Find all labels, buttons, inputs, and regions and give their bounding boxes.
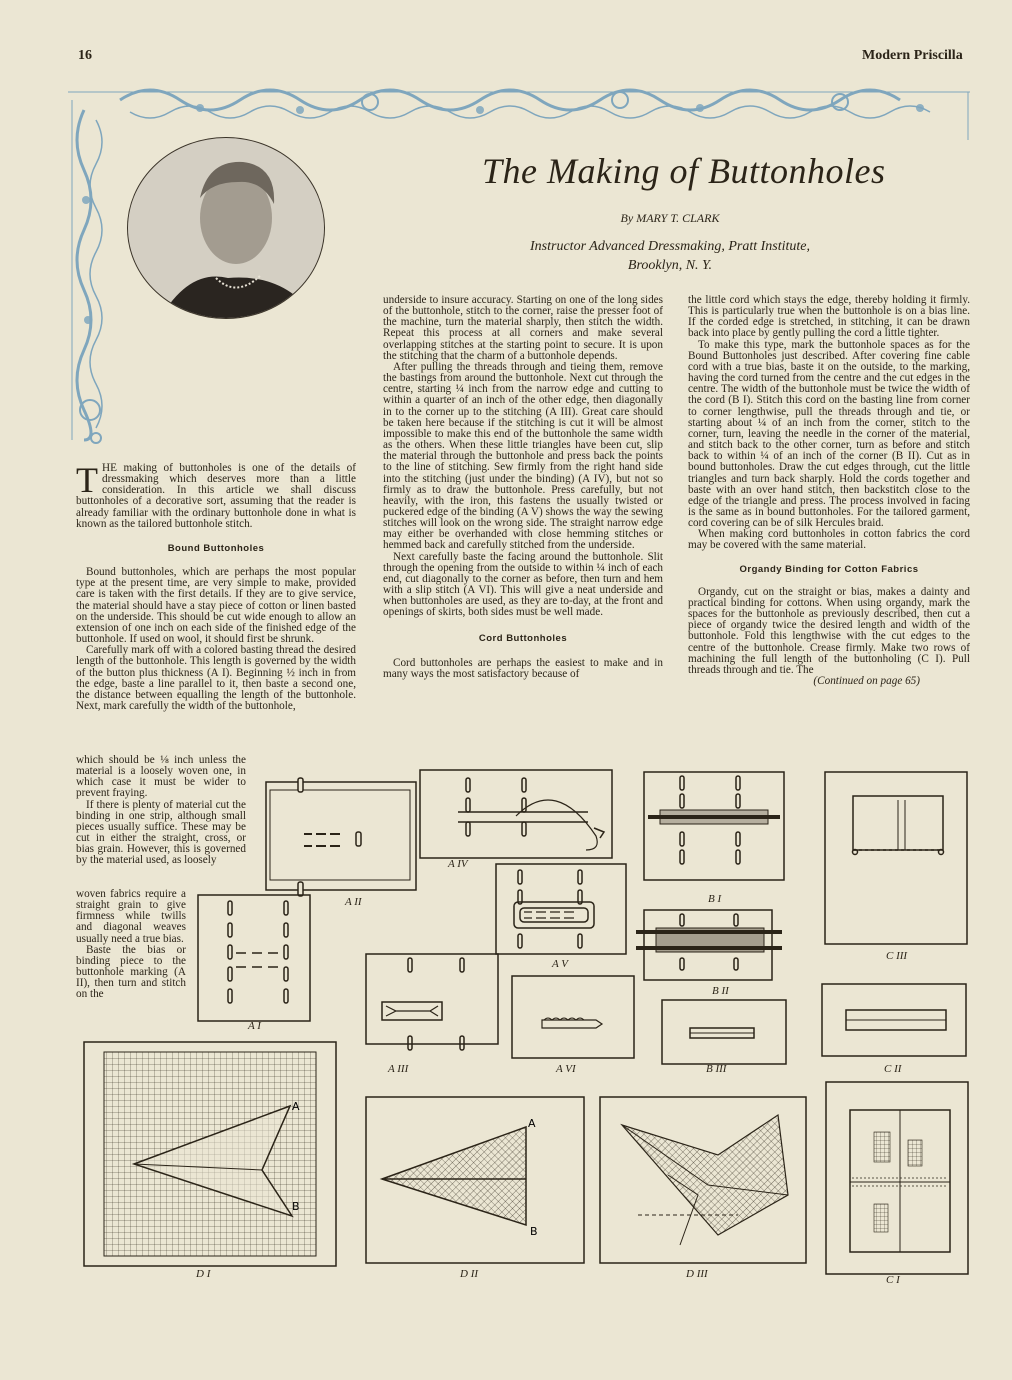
paragraph: When making cord buttonholes in cotton fabrics the cord may be covered with the same material. (688, 528, 970, 552)
column-1-continued (76, 755, 246, 867)
paragraph: Cord buttonholes are perhaps the easiest to make and in many ways the most satisfactory because of (383, 656, 663, 680)
magazine-name: Modern Priscilla (862, 48, 963, 63)
column-1-narrow (76, 889, 186, 1001)
column-3 (688, 295, 970, 687)
paragraph: After pulling the threads through and tieing them, remove the bastings from around the buttonhole. Next cut through the centre, starting ¼ inch from the narrow edge and cutting to within a quarter of an inch of the other edge, then diagonally in to the corner up to the stitching (A III). Great care should be taken here because if the stitching is cut it will be almost impossible to make this end of the buttonhole the same width as the others. When these little triangles have been cut, slip the material through the buttonhole and press back the points to the line of stitching. Sew firmly from the right hand side into the stitching (just under the binding) (A IV), but not so firmly as to draw the buttonhole. Press carefully, but not heavily, with the iron, this fastens the usually twisted or puckered edge of the binding (A V) shows the way the sewing stitches will look on the wrong side. The straight narrow edge may either be overhanded with close hemming stitches or hemmed back and carefully stitched from the underside. (383, 360, 663, 552)
paragraph: underside to insure accuracy. Starting on one of the long sides of the buttonhole, stitch to the corner, raise the presser foot of the machine, turn the material sharply, then stitch the width. Repeat this process at all corners and make several overlapping stitches at the starting point to secure. It is upon the stitching that the charm of a buttonhole depends. (383, 294, 663, 362)
caption-a5: A V (552, 958, 568, 970)
paragraph: If there is plenty of material cut the binding in one strip, although small pieces usually suffice. These may be cut in either the straight, cross, or bias grain. However, this is governed by the material used, as loosely (76, 798, 246, 867)
intro-paragraph: THE making of buttonholes is one of the details of dressmaking which deserves more than a little consideration. In this article we shall discuss buttonholes of a decorative sort, assuming that the reader is already familiar with the ordinary buttonhole done in what is known as the tailored buttonhole stitch. (76, 460, 356, 530)
caption-a1: A I (248, 1020, 261, 1032)
institution-line-1: Instructor Advanced Dressmaking, Pratt Institute, (530, 239, 810, 254)
paragraph: Bound buttonholes, which are perhaps the most popular type at the present time, are very simple to make, provided care is taken with the first details. If they are to give service, the material should have a stay piece of cotton or linen basted on the underside. This should be cut wide enough to allow an extension of one inch on each side of the finished edge of the buttonhole. If used on wool, it should first be shrunk. (76, 566, 356, 646)
figure-a2 (264, 780, 424, 900)
paragraph: To make this type, mark the buttonhole spaces as for the Bound Buttonholes just described. After covering fine cable cord with a true bias, baste it on the outside, to the marking, having the cord turned from the centre and the cut edges in the centre. The width of the buttonhole must be twice the width of the cord (B I). Stitch this cord on the basting line from corner to corner lengthwise, pull the threads through and tie, or starting about ¼ of an inch from the corner, stitch to the corner, turn, leaving the needle in the corner of the material, and stitch back to the other corner, turn as before and stitch back to within ¼ of an inch of the corner (B II). Cut as in bound buttonholes. Draw the cut edges through, cut the little triangles and turn back sharply. Hold the cords together and baste with an over hand stitch, then backstitch close to the edge of the triangle and press. The process involved in facing is the same as in bound buttonholes. For the tailored garment, cord covering can be of silk Hercules braid. (688, 338, 970, 530)
figure-b2 (634, 908, 784, 988)
point-a-label: A (528, 1117, 536, 1130)
caption-b3: B III (706, 1063, 727, 1075)
figure-d1 (82, 1040, 342, 1272)
page-number: 16 (78, 48, 92, 63)
caption-a6: A VI (556, 1063, 576, 1075)
caption-c3: C III (886, 950, 908, 962)
drop-cap: T (76, 460, 98, 500)
caption-b2: B II (712, 985, 729, 997)
figure-b1 (642, 770, 792, 890)
caption-d3: D III (686, 1268, 708, 1280)
caption-d1: D I (196, 1268, 211, 1280)
figure-a6 (510, 974, 640, 1064)
article-title: The Making of Buttonholes (482, 151, 886, 191)
subhead-organdy-binding: Organdy Binding for Cotton Fabrics (739, 563, 919, 575)
figure-a3 (364, 952, 504, 1052)
figure-a1 (196, 893, 316, 1028)
paragraph: which should be ⅛ inch unless the material is a loosely woven one, in which case it must be wider to prevent fraying. (76, 754, 246, 800)
point-a-label: A (292, 1100, 300, 1113)
author-portrait (128, 138, 328, 322)
subhead-bound-buttonholes: Bound Buttonholes (167, 542, 265, 554)
caption-a4: A IV (448, 858, 468, 870)
figure-c3 (823, 770, 973, 950)
paragraph: Carefully mark off with a colored basting thread the desired length of the buttonhole. This length is governed by the width of the button plus thickness (A I). Beginning ½ inch in from the edge, baste a line parallel to it, then baste a second one, the distance between equalling the length of the buttonhole. Next, mark carefully the width of the buttonhole, (76, 644, 356, 712)
figure-a5 (494, 862, 634, 962)
figure-c2 (820, 982, 970, 1062)
caption-a2: A II (345, 896, 362, 908)
point-b-label: B (292, 1200, 300, 1213)
paragraph: Next carefully baste the facing around the buttonhole. Slit through the opening from the outside to within ¼ inch of each end, cut diagonally to the corner as before, then turn and hem with a slip stitch (A VI). This will give a neat underside and when buttonholes are used, as they are to-day, at the front and openings of skirts, both sides must be well made. (383, 550, 663, 619)
paragraph: woven fabrics require a straight grain to give firmness while twills and diagonal weaves usually need a true bias. (76, 888, 186, 945)
caption-d2: D II (460, 1268, 479, 1280)
column-2 (383, 295, 663, 680)
institution-line-2: Brooklyn, N. Y. (627, 258, 713, 273)
figure-d3 (598, 1095, 810, 1269)
figure-a4 (418, 768, 618, 868)
caption-b1: B I (708, 893, 722, 905)
caption-a3: A III (388, 1063, 409, 1075)
paragraph: Baste the bias or binding piece to the buttonhole marking (A II), then turn and stitch on the (76, 943, 186, 1001)
caption-c2: C II (884, 1063, 902, 1075)
figure-c1 (824, 1080, 974, 1276)
continued-note: (Continued on page 65) (813, 675, 920, 687)
byline: By MARY T. CLARK (620, 211, 720, 225)
paragraph: the little cord which stays the edge, thereby holding it firmly. This is particularly true when the buttonhole is on a bias line. If the corded edge is stretched, in stitching, it can be drawn back into place by gently pulling the cord a little tighter. (688, 294, 970, 340)
column-1 (76, 460, 356, 712)
subhead-cord-buttonholes: Cord Buttonholes (478, 632, 568, 644)
caption-c1: C I (886, 1274, 900, 1286)
figure-d2 (364, 1095, 588, 1269)
paragraph: Organdy, cut on the straight or bias, makes a dainty and practical binding for cottons. When using organdy, mark the spaces for the buttonhole as previously described, then cut a piece of organdy twice the desired length and width of the buttonhole. Fold this lengthwise with the cut edges to the centre of the buttonhole. Crease firmly. Make two rows of machining the full length of the buttonholing (C I). Pull threads through and tie. The (688, 585, 970, 676)
point-b-label: B (530, 1225, 538, 1238)
